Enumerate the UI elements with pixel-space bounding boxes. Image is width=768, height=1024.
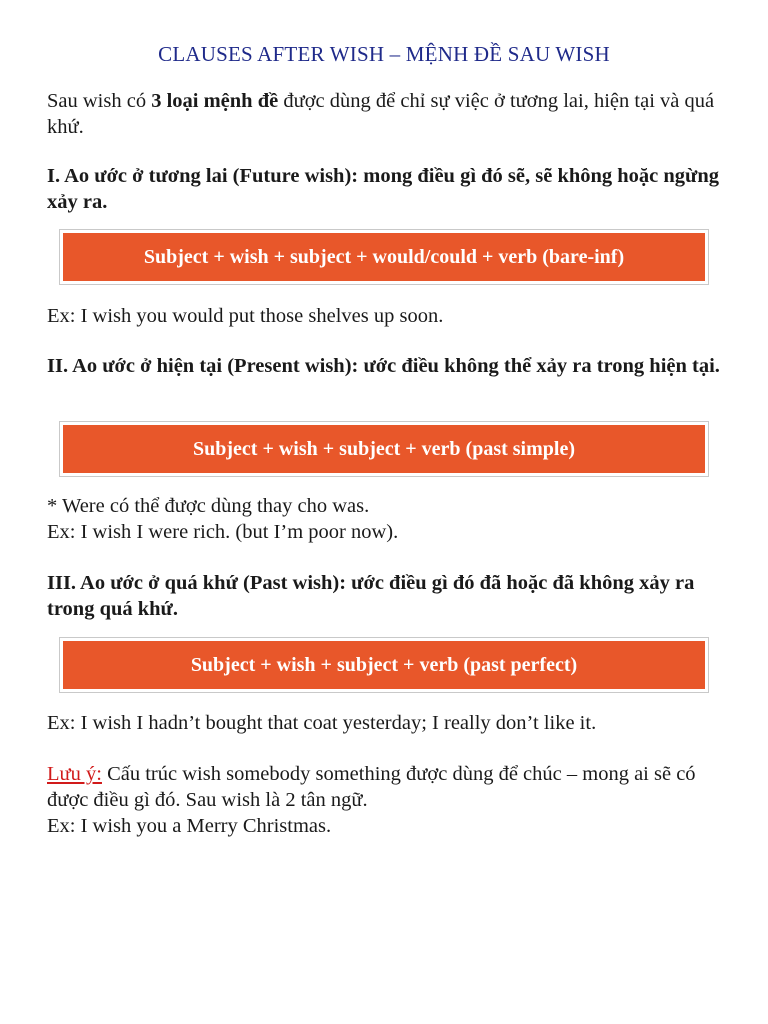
formula-box-present <box>59 421 709 477</box>
note-example: Ex: I wish you a Merry Christmas. <box>47 815 332 837</box>
intro-paragraph <box>47 88 727 140</box>
note-text: Cấu trúc wish somebody something được dùng để chúc – mong ai sẽ có được điều gì đó. Sau wish là 2 tân ngữ. <box>47 763 696 811</box>
example-future: Ex: I wish you would put those shelves up soon. <box>47 305 444 327</box>
intro-prefix: Sau wish có <box>47 90 152 112</box>
intro-bold: 3 loại mệnh đề <box>151 90 279 112</box>
section-heading-future: I. Ao ước ở tương lai (Future wish): mong điều gì đó sẽ, sẽ không hoặc ngừng xảy ra. <box>47 165 719 213</box>
note-label: Lưu ý: <box>47 763 102 785</box>
note-were: * Were có thể được dùng thay cho was. <box>47 495 370 517</box>
section-heading-past: III. Ao ước ở quá khứ (Past wish): ước điều gì đó đã hoặc đã không xảy ra trong quá khứ. <box>47 572 695 620</box>
note-paragraph <box>47 761 727 813</box>
formula-box-future <box>59 229 709 285</box>
formula-box-past <box>59 637 709 693</box>
page-title: CLAUSES AFTER WISH – MỆNH ĐỀ SAU WISH <box>158 42 610 66</box>
section-heading-present: II. Ao ước ở hiện tại (Present wish): ước điều không thể xảy ra trong hiện tại. <box>47 355 720 377</box>
formula-text-present: Subject + wish + subject + verb (past simple) <box>63 425 705 473</box>
example-past: Ex: I wish I hadn’t bought that coat yesterday; I really don’t like it. <box>47 712 597 734</box>
example-present: Ex: I wish I were rich. (but I’m poor now). <box>47 521 399 543</box>
formula-text-future: Subject + wish + subject + would/could + verb (bare-inf) <box>63 233 705 281</box>
formula-text-past: Subject + wish + subject + verb (past perfect) <box>63 641 705 689</box>
intro-suffix: được dùng để chỉ sự việc ở tương lai, hiện tại và quá khứ. <box>47 90 715 138</box>
